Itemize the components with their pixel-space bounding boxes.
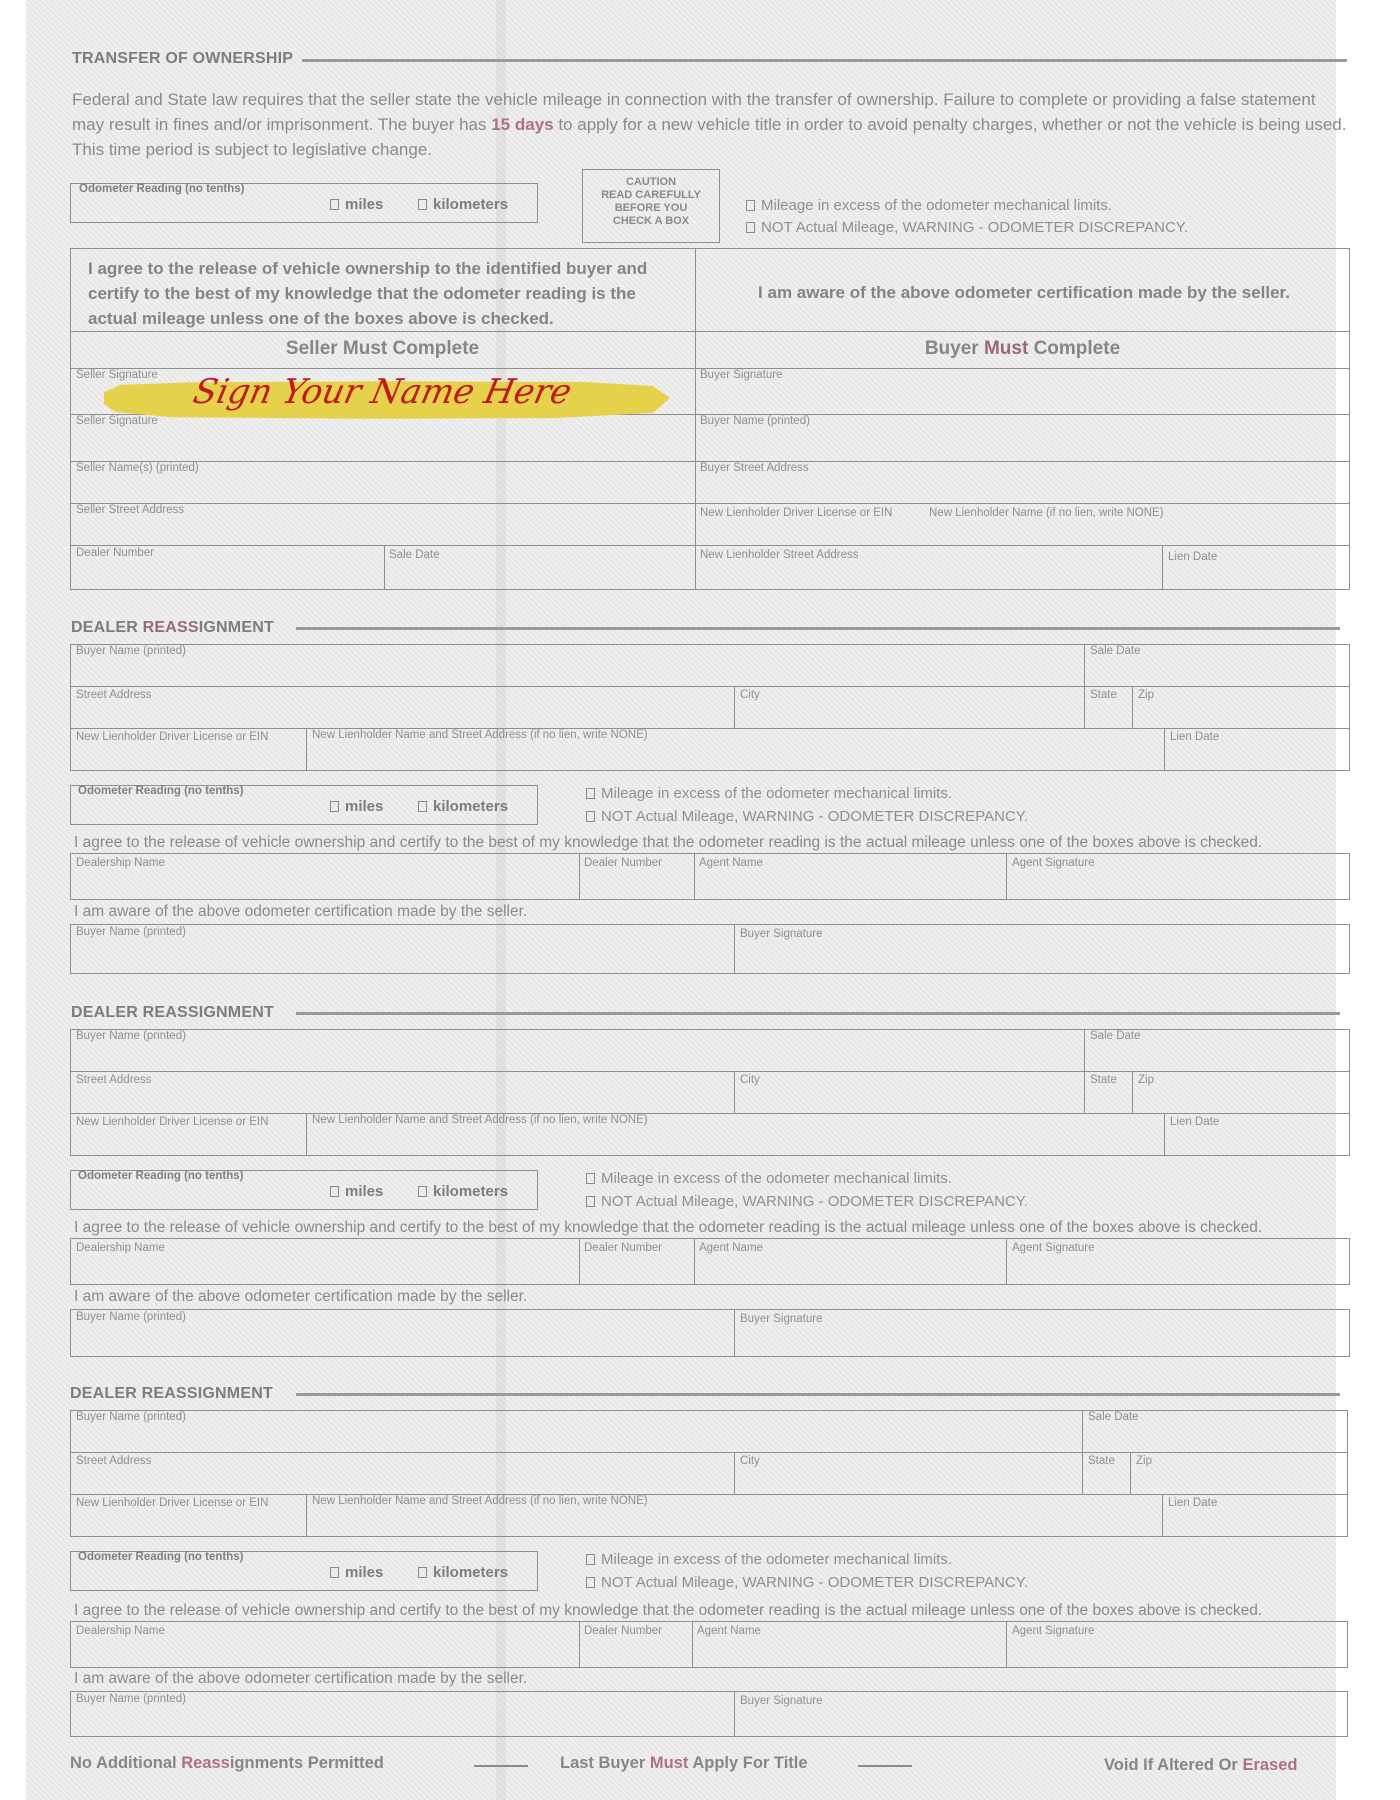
grid-divider xyxy=(579,1621,580,1668)
grid-divider xyxy=(384,545,385,590)
city[interactable]: City xyxy=(740,1074,760,1086)
grid-divider xyxy=(579,1238,580,1285)
lienholder-name-address[interactable]: New Lienholder Name and Street Address (if no lien, write NONE) xyxy=(312,729,648,741)
grid-divider xyxy=(1130,1452,1131,1494)
legal-intro: Federal and State law requires that the seller state the vehicle mileage in connection with the transfer of ownership. Failure to complete or providing a false statement may result in fines and/or imprisonment. The buyer has 15 days to apply for a new vehicle title in order to avoid penalty charges, whether or not the vehicle is being used. This time period is subject to legislative change. xyxy=(72,90,1347,159)
buyer-signature[interactable]: Buyer Signature xyxy=(700,369,783,381)
grid-divider xyxy=(694,853,695,900)
not-actual-mileage-checkbox[interactable]: NOT Actual Mileage, WARNING - ODOMETER DISCREPANCY. xyxy=(746,219,1188,236)
lienholder-license[interactable]: New Lienholder Driver License or EIN xyxy=(76,1116,269,1128)
buyer-name-printed[interactable]: Buyer Name (printed) xyxy=(76,926,186,938)
sign-here-annotation: Sign Your Name Here xyxy=(189,372,576,412)
grid-divider xyxy=(1006,1621,1007,1668)
street-address[interactable]: Street Address xyxy=(76,1074,152,1086)
dealer-certification: I agree to the release of vehicle ownership and certify to the best of my knowledge that the odometer reading is the actual mileage unless one of the boxes above is checked. xyxy=(74,1219,1263,1236)
footer-void-notice: Void If Altered Or Erased xyxy=(1104,1756,1298,1774)
checkbox-icon xyxy=(330,801,339,812)
mileage-excess-checkbox[interactable]: Mileage in excess of the odometer mechanical limits. xyxy=(746,197,1112,214)
odometer-label: Odometer Reading (no tenths) xyxy=(78,785,244,797)
not-actual-mileage-checkbox[interactable]: NOT Actual Mileage, WARNING - ODOMETER DISCREPANCY. xyxy=(586,1193,1028,1210)
grid-line xyxy=(70,331,1350,332)
grid-divider xyxy=(1132,1071,1133,1113)
grid-divider xyxy=(306,1113,307,1156)
seller-street-address[interactable]: Seller Street Address xyxy=(76,504,185,516)
sale-date[interactable]: Sale Date xyxy=(1090,645,1141,657)
odometer-label: Odometer Reading (no tenths) xyxy=(78,1170,244,1182)
agent-signature[interactable]: Agent Signature xyxy=(1012,1242,1095,1254)
buyer-awareness: I am aware of the above odometer certification made by the seller. xyxy=(74,903,528,920)
agent-name[interactable]: Agent Name xyxy=(699,857,763,869)
checkbox-icon xyxy=(418,801,427,812)
grid-divider xyxy=(1132,686,1133,728)
seller-signature-1[interactable]: Seller Signature xyxy=(76,369,158,381)
mileage-excess-checkbox[interactable]: Mileage in excess of the odometer mechanical limits. xyxy=(586,1170,952,1187)
not-actual-mileage-checkbox[interactable]: NOT Actual Mileage, WARNING - ODOMETER DISCREPANCY. xyxy=(586,1574,1028,1591)
grid-line xyxy=(70,728,1350,729)
miles-checkbox[interactable]: miles xyxy=(330,1564,383,1581)
lienholder-name-address[interactable]: New Lienholder Name and Street Address (if no lien, write NONE) xyxy=(312,1114,648,1126)
mileage-excess-checkbox[interactable]: Mileage in excess of the odometer mechanical limits. xyxy=(586,785,952,802)
buyer-row xyxy=(70,924,1350,974)
agent-name[interactable]: Agent Name xyxy=(697,1625,761,1637)
dealership-name[interactable]: Dealership Name xyxy=(76,1242,165,1254)
grid-divider xyxy=(306,728,307,771)
transfer-section-title: TRANSFER OF OWNERSHIP xyxy=(72,50,294,67)
section-rule xyxy=(296,1012,1340,1015)
checkbox-icon xyxy=(746,222,755,233)
miles-checkbox[interactable]: miles xyxy=(330,196,383,213)
grid-line xyxy=(70,545,1350,546)
grid-divider xyxy=(1162,1494,1163,1537)
footer-divider xyxy=(474,1765,528,1767)
grid-divider xyxy=(1006,853,1007,900)
grid-divider xyxy=(1164,728,1165,771)
checkbox-icon xyxy=(586,1173,595,1184)
odometer-label: Odometer Reading (no tenths) xyxy=(78,1551,244,1563)
street-address[interactable]: Street Address xyxy=(76,689,152,701)
dealer-certification: I agree to the release of vehicle ownership and certify to the best of my knowledge that the odometer reading is the actual mileage unless one of the boxes above is checked. xyxy=(74,1602,1263,1619)
checkbox-icon xyxy=(418,1567,427,1578)
buyer-awareness: I am aware of the above odometer certification made by the seller. xyxy=(74,1670,528,1687)
checkbox-icon xyxy=(746,200,755,211)
not-actual-mileage-checkbox[interactable]: NOT Actual Mileage, WARNING - ODOMETER DISCREPANCY. xyxy=(586,808,1028,825)
buyer-signature[interactable]: Buyer Signature xyxy=(740,1695,823,1707)
grid-divider xyxy=(695,248,696,590)
dealer-reassignment-title: DEALER REASSIGNMENT xyxy=(71,1004,274,1021)
grid-line xyxy=(70,1113,1350,1114)
section-rule xyxy=(296,627,1340,630)
seller-signature-2[interactable]: Seller Signature xyxy=(76,415,158,427)
reassignment-grid xyxy=(70,644,1350,771)
buyer-name-printed[interactable]: Buyer Name (printed) xyxy=(76,1030,186,1042)
buyer-name-printed[interactable]: Buyer Name (printed) xyxy=(700,415,810,427)
checkbox-icon xyxy=(330,1567,339,1578)
buyer-certification: I am aware of the above odometer certification made by the seller. xyxy=(758,283,1290,302)
buyer-signature[interactable]: Buyer Signature xyxy=(740,1313,823,1325)
grid-divider xyxy=(692,1621,693,1668)
grid-divider xyxy=(1162,545,1163,590)
checkbox-icon xyxy=(418,199,427,210)
sale-date[interactable]: Sale Date xyxy=(1088,1411,1139,1423)
caution-line: CHECK A BOX xyxy=(612,215,690,227)
section-rule xyxy=(296,1393,1340,1396)
lien-date[interactable]: Lien Date xyxy=(1170,731,1220,743)
lien-date[interactable]: Lien Date xyxy=(1170,1116,1220,1128)
lienholder-name[interactable]: New Lienholder Name (if no lien, write NONE) xyxy=(929,507,1164,519)
checkbox-icon xyxy=(586,1196,595,1207)
grid-divider xyxy=(1084,1029,1085,1113)
dealer-number[interactable]: Dealer Number xyxy=(584,1242,662,1254)
checkbox-icon xyxy=(586,1554,595,1565)
kilometers-checkbox[interactable]: kilometers xyxy=(418,1183,508,1200)
lienholder-license[interactable]: New Lienholder Driver License or EIN xyxy=(700,507,893,519)
mileage-excess-checkbox[interactable]: Mileage in excess of the odometer mechanical limits. xyxy=(586,1551,952,1568)
grid-divider xyxy=(734,1691,735,1737)
dealer-number[interactable]: Dealer Number xyxy=(584,857,662,869)
zip[interactable]: Zip xyxy=(1138,689,1154,701)
agent-name[interactable]: Agent Name xyxy=(699,1242,763,1254)
checkbox-icon xyxy=(330,1186,339,1197)
buyer-row xyxy=(70,1691,1348,1737)
dealership-name[interactable]: Dealership Name xyxy=(76,1625,165,1637)
checkbox-icon xyxy=(586,811,595,822)
grid-divider xyxy=(1082,1410,1083,1494)
buyer-name-printed[interactable]: Buyer Name (printed) xyxy=(76,1311,186,1323)
dealer-certification: I agree to the release of vehicle ownership and certify to the best of my knowledge that the odometer reading is the actual mileage unless one of the boxes above is checked. xyxy=(74,834,1263,851)
state[interactable]: State xyxy=(1090,689,1117,701)
odometer-label: Odometer Reading (no tenths) xyxy=(79,183,245,195)
section-rule xyxy=(302,59,1347,62)
grid-line xyxy=(70,503,1350,504)
lien-date[interactable]: Lien Date xyxy=(1168,551,1218,563)
caution-line: READ CAREFULLY xyxy=(601,189,701,201)
kilometers-checkbox[interactable]: kilometers xyxy=(418,196,508,213)
grid-divider xyxy=(579,853,580,900)
lienholder-street-address[interactable]: New Lienholder Street Address xyxy=(700,549,859,561)
dealer-number[interactable]: Dealer Number xyxy=(76,547,154,559)
buyer-awareness: I am aware of the above odometer certification made by the seller. xyxy=(74,1288,528,1305)
lienholder-license[interactable]: New Lienholder Driver License or EIN xyxy=(76,731,269,743)
dealership-name[interactable]: Dealership Name xyxy=(76,857,165,869)
reassignment-grid xyxy=(70,1029,1350,1156)
lienholder-license[interactable]: New Lienholder Driver License or EIN xyxy=(76,1497,269,1509)
checkbox-icon xyxy=(586,1577,595,1588)
zip[interactable]: Zip xyxy=(1138,1074,1154,1086)
title-document-back xyxy=(26,0,1347,1800)
dealer-reassignment-title: DEALER REASSIGNMENT xyxy=(70,1385,273,1402)
buyer-name-printed[interactable]: Buyer Name (printed) xyxy=(76,1693,186,1705)
grid-divider xyxy=(1164,1113,1165,1156)
buyer-signature[interactable]: Buyer Signature xyxy=(740,928,823,940)
grid-divider xyxy=(734,1309,735,1357)
grid-line xyxy=(70,686,1350,687)
reassignment-grid xyxy=(70,1410,1348,1537)
sale-date[interactable]: Sale Date xyxy=(389,549,440,561)
grid-divider xyxy=(734,1452,735,1494)
seller-must-complete: Seller Must Complete xyxy=(285,338,480,359)
grid-divider xyxy=(1084,644,1085,728)
grid-divider xyxy=(734,924,735,974)
miles-checkbox[interactable]: miles xyxy=(330,798,383,815)
grid-divider xyxy=(734,1071,735,1113)
grid-line xyxy=(70,1494,1348,1495)
kilometers-checkbox[interactable]: kilometers xyxy=(418,1564,508,1581)
agent-signature[interactable]: Agent Signature xyxy=(1012,1625,1095,1637)
zip[interactable]: Zip xyxy=(1136,1455,1152,1467)
checkbox-icon xyxy=(586,788,595,799)
seller-names-printed[interactable]: Seller Name(s) (printed) xyxy=(76,462,199,474)
lien-date[interactable]: Lien Date xyxy=(1168,1497,1218,1509)
street-address[interactable]: Street Address xyxy=(76,1455,152,1467)
footer-divider xyxy=(858,1765,912,1767)
buyer-name-printed[interactable]: Buyer Name (printed) xyxy=(76,645,186,657)
sale-date[interactable]: Sale Date xyxy=(1090,1030,1141,1042)
grid-divider xyxy=(734,686,735,728)
grid-divider xyxy=(306,1494,307,1537)
buyer-must-complete: Buyer Must Complete xyxy=(924,338,1121,359)
caution-line: CAUTION xyxy=(625,176,677,188)
dealer-number[interactable]: Dealer Number xyxy=(584,1625,662,1637)
state[interactable]: State xyxy=(1088,1455,1115,1467)
checkbox-icon xyxy=(418,1186,427,1197)
footer-last-buyer: Last Buyer Must Apply For Title xyxy=(560,1754,808,1772)
dealer-reassignment-title: DEALER REASSIGNMENT xyxy=(71,619,274,636)
grid-line xyxy=(70,1452,1348,1453)
city[interactable]: City xyxy=(740,1455,760,1467)
lienholder-name-address[interactable]: New Lienholder Name and Street Address (if no lien, write NONE) xyxy=(312,1495,648,1507)
miles-checkbox[interactable]: miles xyxy=(330,1183,383,1200)
grid-divider xyxy=(694,1238,695,1285)
footer-no-reassignments: No Additional Reassignments Permitted xyxy=(70,1754,384,1772)
buyer-row xyxy=(70,1309,1350,1357)
city[interactable]: City xyxy=(740,689,760,701)
buyer-name-printed[interactable]: Buyer Name (printed) xyxy=(76,1411,186,1423)
grid-line xyxy=(70,1071,1350,1072)
buyer-street-address[interactable]: Buyer Street Address xyxy=(700,462,809,474)
caution-line: BEFORE YOU xyxy=(614,202,688,214)
checkbox-icon xyxy=(330,199,339,210)
grid-divider xyxy=(1006,1238,1007,1285)
state[interactable]: State xyxy=(1090,1074,1117,1086)
agent-signature[interactable]: Agent Signature xyxy=(1012,857,1095,869)
kilometers-checkbox[interactable]: kilometers xyxy=(418,798,508,815)
seller-certification: I agree to the release of vehicle ownership to the identified buyer and certify to the best of my knowledge that the odometer reading is the actual mileage unless one of the boxes above is checked. xyxy=(88,259,648,328)
caution-box xyxy=(582,169,720,243)
